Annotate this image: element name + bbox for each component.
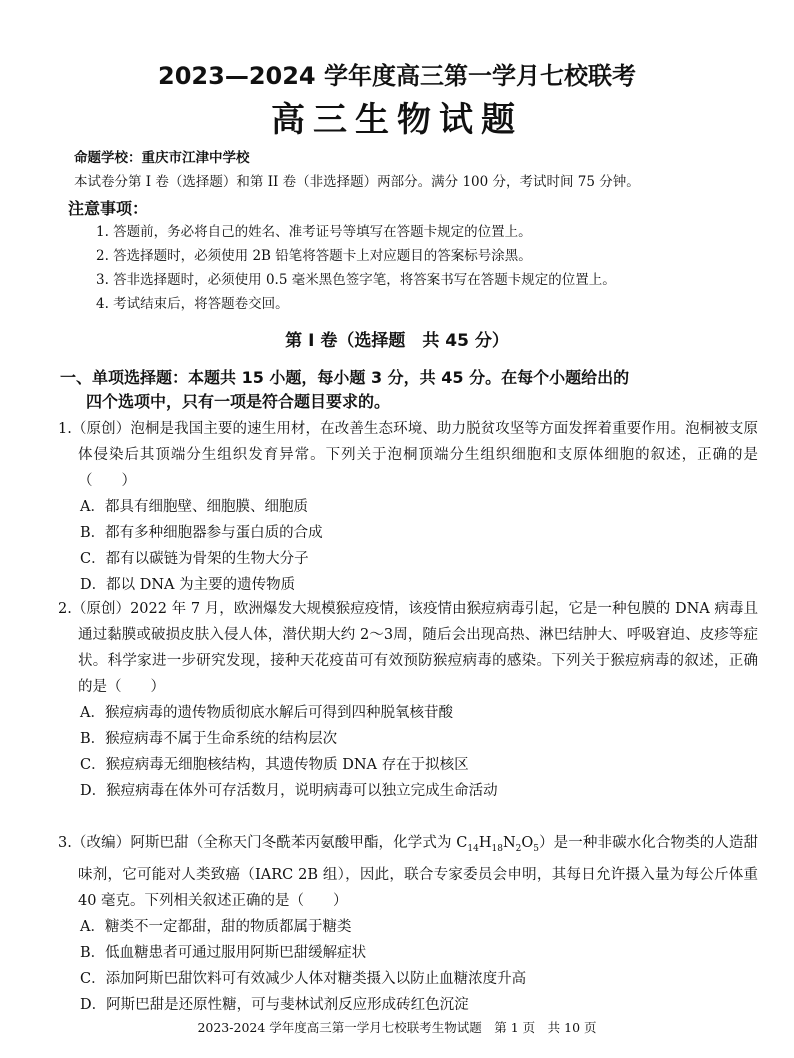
option-d: D．猴痘病毒在体外可存活数月，说明病毒可以独立完成生命活动 xyxy=(80,783,498,799)
option-c: C．添加阿斯巴甜饮料可有效减少人体对糖类摄入以防止血糖浓度升高 xyxy=(80,970,527,987)
page-footer: 2023-2024 学年度高三第一学月七校联考生物试题 第 1 页 共 10 页 xyxy=(197,1020,597,1035)
part-heading-line2: 四个选项中，只有一项是符合题目要求的。 xyxy=(86,392,391,411)
question-2 xyxy=(58,596,758,804)
option-d: D．阿斯巴甜是还原性糖，可与斐林试剂反应形成砖红色沉淀 xyxy=(80,996,469,1013)
notice-list xyxy=(96,220,616,316)
option-c: C．都有以碳链为骨架的生物大分子 xyxy=(80,551,309,567)
intro-line: 本试卷分第 I 卷（选择题）和第 II 卷（非选择题）两部分。满分 100 分，考试时间 75 分钟。 xyxy=(74,174,640,190)
notice-item: 4. 考试结束后，将答题卷交回。 xyxy=(96,296,289,312)
formula-element: H xyxy=(478,835,492,851)
question-stem-part-a: 3.（改编）阿斯巴甜（全称天门冬酰苯丙氨酸甲酯，化学式为 C xyxy=(58,835,468,851)
formula-sub: 2 xyxy=(515,843,522,854)
formula-element: O xyxy=(521,835,534,851)
question-stem xyxy=(58,830,758,914)
formula-sub: 14 xyxy=(467,843,479,854)
question-1 xyxy=(58,416,758,598)
option-b: B．猴痘病毒不属于生命系统的结构层次 xyxy=(80,731,338,747)
school-line: 命题学校：重庆市江津中学校 xyxy=(74,150,250,166)
formula-sub: 5 xyxy=(533,843,539,854)
part-heading-line1: 一、单项选择题：本题共 15 小题，每小题 3 分，共 45 分。在每个小题给出的 xyxy=(60,368,630,387)
option-a: A．都具有细胞壁、细胞膜、细胞质 xyxy=(80,499,308,515)
exam-subtitle: 高三生物试题 xyxy=(271,100,523,140)
formula-sub: 18 xyxy=(491,843,503,854)
notice-item: 3. 答非选择题时，必须使用 0.5 毫米黑色签字笔，将答案书写在答题卡规定的位置上。 xyxy=(96,272,616,288)
notice-title: 注意事项： xyxy=(68,199,149,218)
option-c: C．猴痘病毒无细胞核结构，其遗传物质 DNA 存在于拟核区 xyxy=(80,757,469,773)
option-a: A．糖类不一定都甜，甜的物质都属于糖类 xyxy=(80,918,352,935)
section-title: 第 I 卷（选择题 共 45 分） xyxy=(285,331,509,351)
option-b: B．低血糖患者可通过服用阿斯巴甜缓解症状 xyxy=(80,944,367,961)
option-a: A．猴痘病毒的遗传物质彻底水解后可得到四种脱氧核苷酸 xyxy=(80,705,453,721)
notice-item: 2. 答选择题时，必须使用 2B 铅笔将答题卡上对应题目的答案标号涂黑。 xyxy=(96,248,532,264)
question-stem: 2.（原创）2022 年 7 月，欧洲爆发大规模猴痘疫情，该疫情由猴痘病毒引起，它是一种包膜的 DNA 病毒且通过黏膜或破损皮肤入侵人体，潜伏期大约 2～3周，随后会出现高热、淋巴结肿大、呼吸窘迫、皮疹等症状。科学家进一步研究发现，接种天花疫苗可有效预防猴痘病毒的感染。下列关于猴痘病毒的叙述，正确的是（ ） xyxy=(58,601,758,695)
question-stem: 1.（原创）泡桐是我国主要的速生用材，在改善生态环境、助力脱贫攻坚等方面发挥着重要作用。泡桐被支原体侵染后其顶端分生组织发育异常。下列关于泡桐顶端分生组织细胞和支原体细胞的叙述，正确的是（ ） xyxy=(58,421,758,489)
formula-element: N xyxy=(502,835,516,851)
part-heading xyxy=(60,366,760,414)
question-3 xyxy=(58,830,758,1018)
notice-item: 1. 答题前，务必将自己的姓名、准考证号等填写在答题卡规定的位置上。 xyxy=(96,224,532,240)
question-stem-part-b: ）是一种非碳水化合物类的人造甜味剂，它可能对人类致癌（IARC 2B 组），因此，联合专家委员会申明，其每日允许摄入量为每公斤体重 40 毫克。下列相关叙述正确的是（ ） xyxy=(78,835,758,909)
option-b: B．都有多种细胞器参与蛋白质的合成 xyxy=(80,525,323,541)
option-d: D．都以 DNA 为主要的遗传物质 xyxy=(80,577,296,593)
exam-title: 2023—2024 学年度高三第一学月七校联考 xyxy=(158,62,636,90)
